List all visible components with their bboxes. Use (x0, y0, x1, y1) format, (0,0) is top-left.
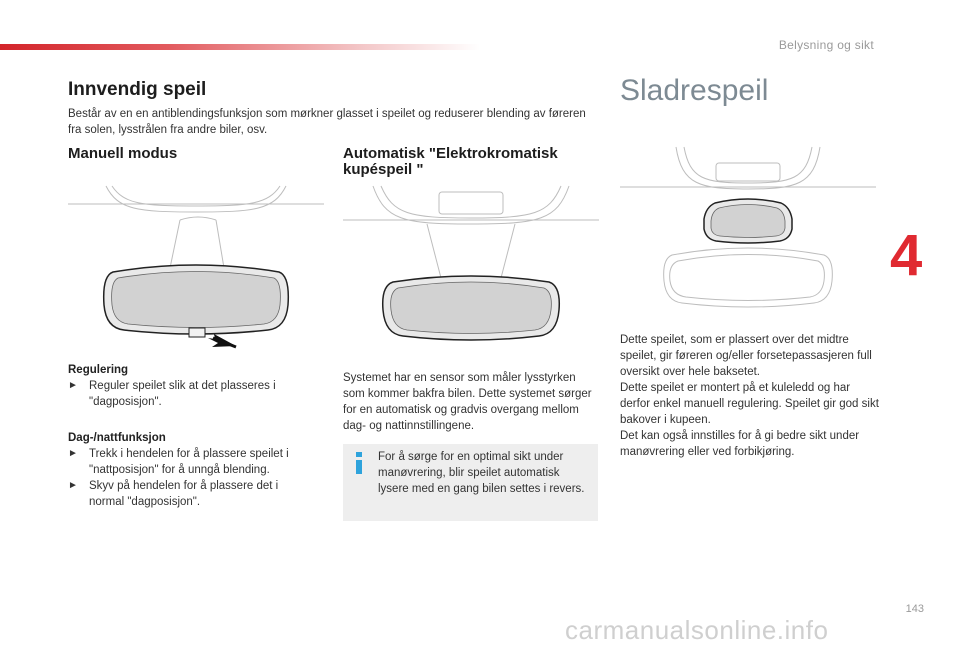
sladrespeil-paragraph-2: Dette speilet er montert på et kuleledd og har derfor enkel manuell regulering. Speilet gir god sikt bakover i kupeen. (620, 382, 879, 426)
auto-description: Systemet har en sensor som måler lysstyrken som kommer bakfra bilen. Dette systemet sørger for en automatisk og gradvis overgang mellom dag- og nattinnstillingene. (343, 372, 592, 432)
intro-text: Består av en en antiblendingsfunksjon som mørkner glasset i speilet og reduserer blending av føreren fra solen, lysstrålen fra andre biler, osv. (68, 108, 586, 136)
page-number: 143 (905, 603, 924, 615)
dagnatt-heading: Dag-/nattfunksjon (68, 432, 166, 444)
page-title: Innvendig speil (68, 79, 207, 100)
sladrespeil-description (620, 332, 882, 460)
sladrespeil-paragraph-3: Det kan også innstilles for å gi bedre sikt under manøvrering eller ved forbikjøring. (620, 430, 860, 458)
dagnatt-item-text: Skyv på hendelen for å plassere det i normal "dagposisjon". (89, 480, 279, 508)
sladrespeil-paragraph-1: Dette speilet, som er plassert over det midtre speilet, gir føreren og/eller forsetepassasjeren full oversikt over hele baksetet. (620, 334, 872, 378)
list-item (68, 446, 298, 478)
list-item (68, 378, 298, 410)
triangle-bullet-icon: ► (68, 480, 78, 491)
header-accent-bar (0, 44, 480, 50)
watermark: carmanualsonline.info (565, 615, 829, 645)
info-icon (352, 452, 366, 474)
triangle-bullet-icon: ► (68, 380, 78, 391)
manual-mode-heading: Manuell modus (68, 145, 178, 162)
sladrespeil-title: Sladrespeil (620, 74, 769, 107)
dagnatt-section (68, 430, 298, 510)
chapter-number: 4 (890, 223, 923, 288)
list-item (68, 478, 298, 510)
section-title: Belysning og sikt (778, 38, 874, 52)
info-text: For å sørge for en optimal sikt under manøvrering, blir speilet automatisk lysere med en gang bilen settes i revers. (378, 451, 585, 495)
triangle-bullet-icon: ► (68, 448, 78, 459)
sladrespeil-illustration (620, 145, 876, 315)
regulering-section (68, 362, 298, 410)
auto-mirror-illustration (343, 180, 599, 355)
auto-mode-heading: Automatisk "Elektrokromatisk kupéspeil " (343, 145, 558, 178)
regulering-heading: Regulering (68, 364, 129, 376)
manual-mirror-illustration (68, 180, 324, 355)
regulering-item-text: Reguler speilet slik at det plasseres i "dagposisjon". (89, 380, 276, 408)
dagnatt-item-text: Trekk i hendelen for å plassere speilet i "nattposisjon" for å unngå blending. (89, 448, 289, 476)
